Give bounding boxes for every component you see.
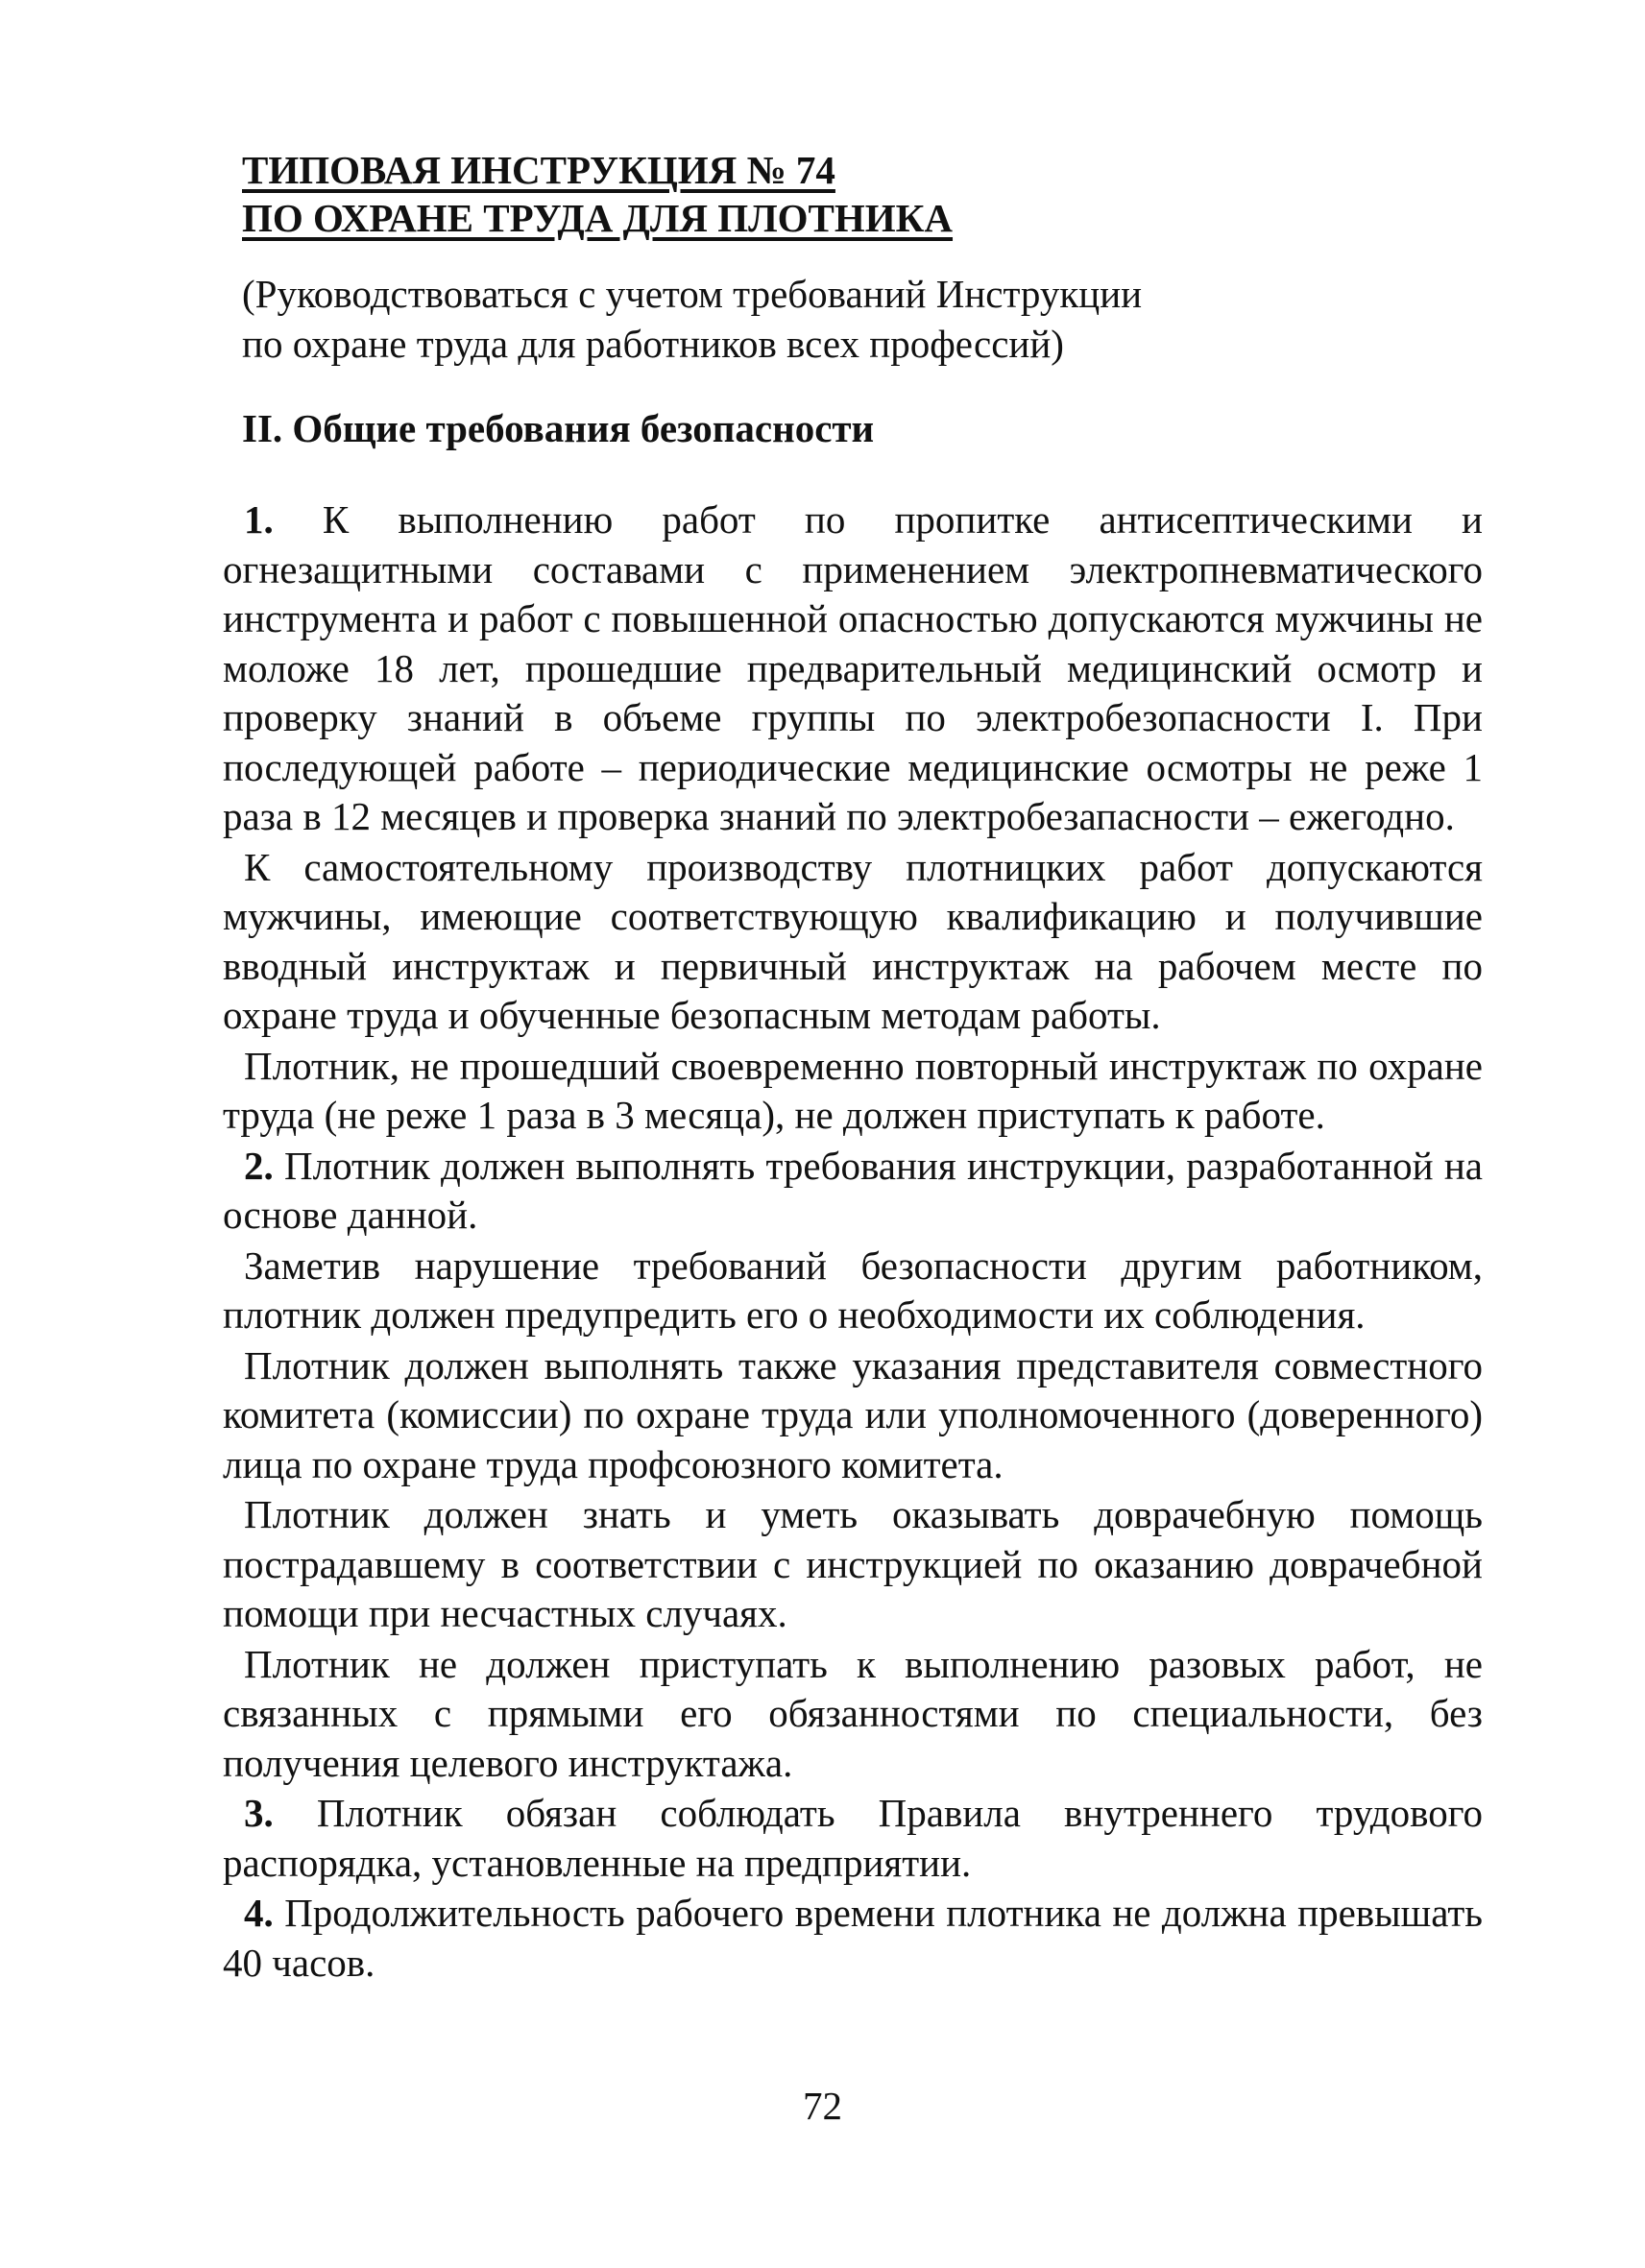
paragraph-number: 1.	[244, 497, 274, 542]
document-subtitle	[242, 269, 1490, 369]
paragraph-text: Продолжительность рабочего времени плотника не должна превышать 40 часов.	[223, 1891, 1483, 1985]
paragraph-5	[223, 1242, 1483, 1340]
page-number: 72	[803, 2084, 842, 2128]
paragraph-4	[223, 1142, 1483, 1241]
paragraph-3	[223, 1042, 1483, 1141]
paragraph-number: 3.	[244, 1791, 274, 1835]
paragraph-1	[223, 495, 1483, 842]
paragraph-number: 4.	[244, 1891, 274, 1935]
paragraph-text: Плотник должен знать и уметь оказывать доврачебную помощь пострадавшему в соответствии с инструкцией по оказанию доврачебной помощи при несчастных случаях.	[223, 1492, 1483, 1635]
title-line-1: ТИПОВАЯ ИНСТРУКЦИЯ № 74	[242, 148, 835, 192]
paragraph-text: К выполнению работ по пропитке антисептическими и огнезащитными составами с применением электропневматического инструмента и работ с повышенной опасностью допускаются мужчины не моложе 18 лет, прошедшие предварительный медицинский осмотр и проверку знаний в объеме группы по электробезопасности I. При последующей работе – периодические медицинские осмотры не реже 1 раза в 12 месяцев и проверка знаний по электробезапасности – ежегодно.	[223, 497, 1483, 838]
paragraph-text: Заметив нарушение требований безопасности другим работником, плотник должен предупредить его о необходимости их соблюдения.	[223, 1243, 1483, 1337]
paragraph-10	[223, 1889, 1483, 1988]
paragraph-7	[223, 1490, 1483, 1639]
paragraph-text: Плотник, не прошедший своевременно повторный инструктаж по охране труда (не реже 1 раза в 3 месяца), не должен приступать к работе.	[223, 1043, 1483, 1137]
paragraph-number: 2.	[244, 1143, 274, 1188]
subtitle-line-1: (Руководствоваться с учетом требований Инструкции	[242, 272, 1143, 316]
subtitle-line-2: по охране труда для работников всех профессий)	[242, 322, 1064, 366]
paragraph-6	[223, 1341, 1483, 1490]
paragraph-8	[223, 1640, 1483, 1789]
paragraph-text: Плотник должен выполнять также указания представителя совместного комитета (комиссии) по охране труда или уполномоченного (доверенного) лица по охране труда профсоюзного комитета.	[223, 1342, 1483, 1486]
paragraph-2	[223, 843, 1483, 1041]
paragraph-text: К самостоятельному производству плотницких работ допускаются мужчины, имеющие соответствующую квалификацию и получившие вводный инструктаж и первичный инструктаж на рабочем месте по охране труда и обученные безопасным методам работы.	[223, 844, 1483, 1037]
title-line-2: ПО ОХРАНЕ ТРУДА ДЛЯ ПЛОТНИКА	[242, 196, 954, 240]
paragraph-text: Плотник должен выполнять требования инструкции, разработанной на основе данной.	[223, 1143, 1483, 1237]
paragraph-9	[223, 1789, 1483, 1888]
section-heading: II. Общие требования безопасности	[242, 406, 875, 450]
body-text	[223, 495, 1483, 1989]
paragraph-text: Плотник не должен приступать к выполнению разовых работ, не связанных с прямыми его обязанностями по специальности, без получения целевого инструктажа.	[223, 1641, 1483, 1785]
paragraph-text: Плотник обязан соблюдать Правила внутреннего трудового распорядка, установленные на предприятии.	[223, 1791, 1483, 1885]
document-title	[242, 146, 1490, 242]
